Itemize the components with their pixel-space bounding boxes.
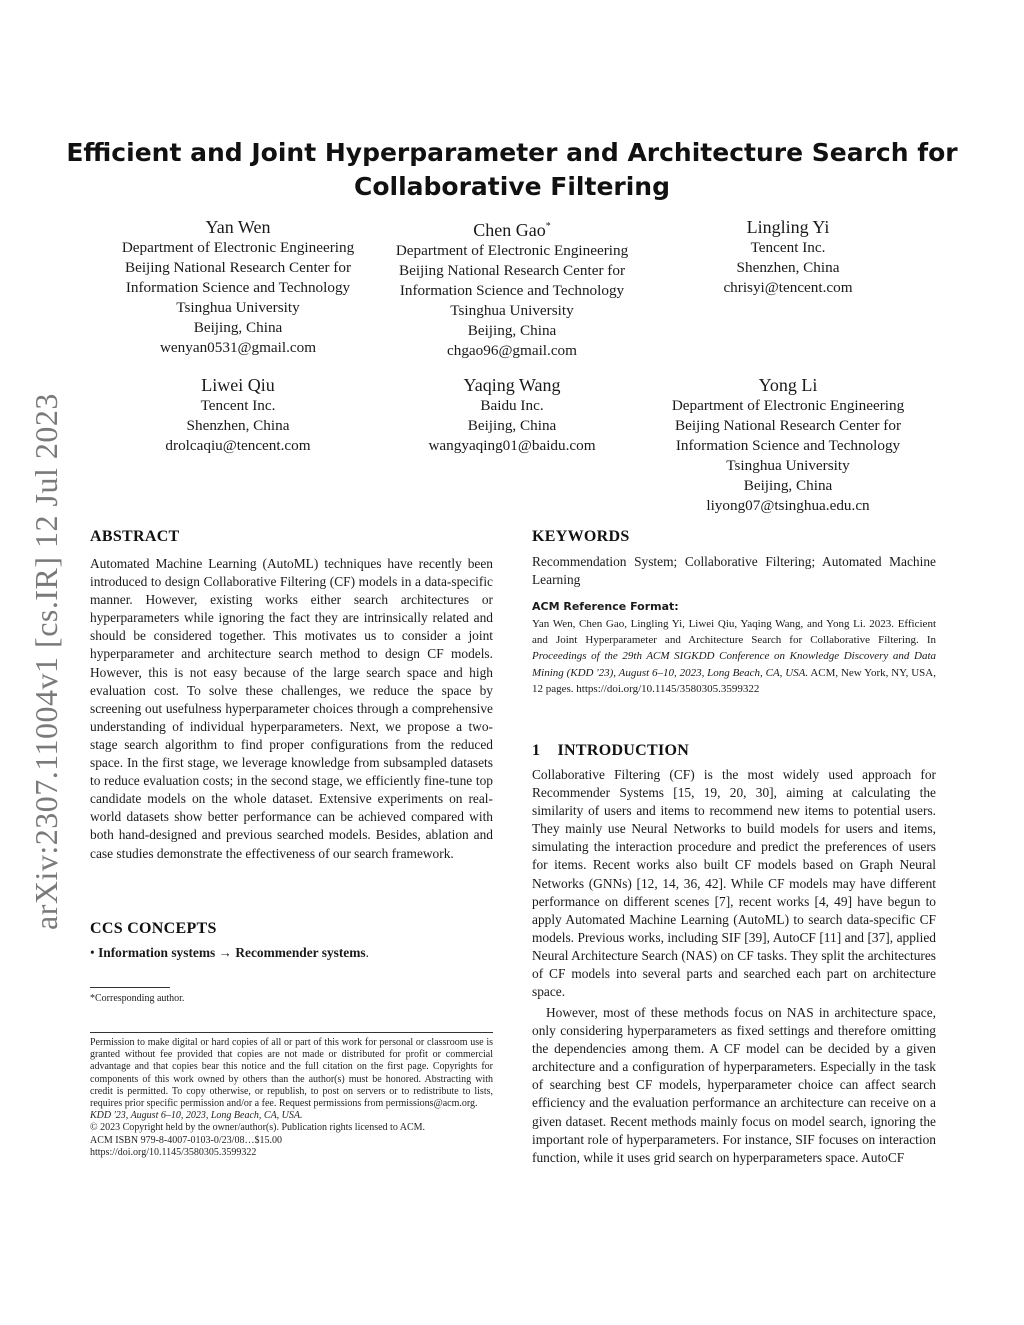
author-name: Liwei Qiu <box>201 375 275 395</box>
ccs-end: . <box>365 945 369 960</box>
footnote-divider <box>90 987 170 988</box>
author-affiliation-line: Beijing, China <box>467 322 557 339</box>
corresponding-footnote: *Corresponding author. <box>90 993 185 1004</box>
permission-block <box>90 1037 493 1159</box>
author-block-4 <box>98 374 378 456</box>
author-affiliation-line: Information Science and Technology <box>125 279 351 296</box>
author-affiliation-line: Beijing National Research Center for <box>398 262 626 279</box>
author-affiliation-line: Beijing, China <box>193 319 283 336</box>
author-email: chgao96@gmail.com <box>447 342 577 359</box>
author-email: drolcaqiu@tencent.com <box>165 437 311 454</box>
author-email: chrisyi@tencent.com <box>723 279 853 296</box>
introduction-heading: 1 INTRODUCTION <box>532 742 690 759</box>
arrow-icon: → <box>218 945 232 960</box>
author-affiliation-line: Department of Electronic Engineering <box>121 239 355 256</box>
author-email: liyong07@tsinghua.edu.cn <box>706 497 870 514</box>
author-email: wenyan0531@gmail.com <box>159 339 317 356</box>
author-affiliation-line: Tencent Inc. <box>200 397 276 414</box>
author-affiliation-line: Department of Electronic Engineering <box>671 397 905 414</box>
author-block-3 <box>648 216 928 298</box>
author-block-6 <box>646 374 930 516</box>
author-affiliation-line: Beijing National Research Center for <box>674 417 902 434</box>
author-affiliation-line: Beijing, China <box>743 477 833 494</box>
author-mark: * <box>545 221 551 232</box>
author-block-5 <box>372 374 652 456</box>
author-affiliation-line: Beijing, China <box>467 417 557 434</box>
ccs-concepts <box>90 944 493 962</box>
ccs-subconcept: Recommender systems <box>235 945 366 960</box>
author-name: Lingling Yi <box>746 217 830 237</box>
author-name: Yan Wen <box>205 217 271 237</box>
author-affiliation-line: Information Science and Technology <box>399 282 625 299</box>
author-affiliation-line: Information Science and Technology <box>675 437 901 454</box>
permission-text: Permission to make digital or hard copies of all or part of this work for personal or classroom use is granted without fee provided that copies are not made or distributed for profit or commercial advantage and that copies bear this notice and the full citation on the first page. Copyrights for components of this work owned by others than the author(s) must be honored. Abstracting with credit is permitted. To copy otherwise, or republish, to post on servers or to redistribute to lists, requires prior specific permission and/or a fee. Request permissions from permissions@acm.org. <box>90 1037 493 1110</box>
keywords-text: Recommendation System; Collaborative Filtering; Automated Machine Learning <box>532 554 936 588</box>
doi-link[interactable]: https://doi.org/10.1145/3580305.3599322 <box>90 1146 257 1158</box>
introduction-paragraph-1: Collaborative Filtering (CF) is the most widely used approach for Recommender Systems [15, 19, 20, 30], aiming at calculating the similarity of users and items to recommend new items to potential users. They mainly use Neural Networks to build models for users and items, simulating the interaction procedure and predict the preferences of users for items. Recent works also built CF models based on Graph Neural Networks (GNNs) [12, 14, 36, 42]. While CF models may have different performance on different scenes [7], recent works [4, 49] have begun to apply Automated Machine Learning (AutoML) to search data-specific CF models. Previous works, including SIF [39], AutoCF [11] and [37], applied Neural Architecture Search (NAS) on CF tasks. They split the architectures of CF models into several parts and searched each part on architecture space. <box>532 767 936 1000</box>
abstract-text: Automated Machine Learning (AutoML) techniques have recently been introduced to design Collaborative Filtering (CF) models in a data-specific manner. However, existing works either search architectures or hyperparameters while ignoring the fact they are intrinsically related and should be considered together. This motivates us to consider a joint hyperparameter and architecture search method to design CF models. However, this is not easy because of the large search space and high evaluation cost. To solve these challenges, we reduce the space by screening out usefulness hyperparameter choices through a comprehensive understanding of individual hyperparameters. Next, we propose a two-stage search algorithm to find proper configurations from the reduced space. In the first stage, we leverage knowledge from subsampled datasets to reduce evaluation costs; in the second stage, we efficiently fine-tune top candidate models on the whole dataset. Extensive experiments on real-world datasets show better performance can be achieved compared with both hand-designed and previous searched models. Besides, ablation and case studies demonstrate the effectiveness of our search framework. <box>90 556 493 861</box>
acm-reference-authors: Yan Wen, Chen Gao, Lingling Yi, Liwei Qiu, Yaqing Wang, and Yong Li. 2023. Efficient and Joint Hyperparameter and Architecture Search for Collaborative Filtering. In <box>532 618 936 647</box>
author-name: Chen Gao <box>473 220 546 240</box>
ccs-heading: CCS CONCEPTS <box>90 920 217 937</box>
author-name: Yaqing Wang <box>463 375 561 395</box>
author-block-1 <box>98 216 378 358</box>
acm-reference-venue: Proceedings of the 29th ACM SIGKDD Conference on Knowledge Discovery and Data Mining (KDD '23), August 6–10, 2023, Long Beach, CA, USA. <box>532 650 936 679</box>
ccs-concept: Information systems <box>98 945 216 960</box>
author-affiliation-line: Tencent Inc. <box>750 239 826 256</box>
author-affiliation-line: Tsinghua University <box>726 457 850 474</box>
keywords-heading: KEYWORDS <box>532 528 630 545</box>
author-affiliation-line: Shenzhen, China <box>736 259 840 276</box>
author-name-line <box>372 216 652 241</box>
author-affiliation-line: Department of Electronic Engineering <box>395 242 629 259</box>
arxiv-identifier: arXiv:2307.11004v1 [cs.IR] 12 Jul 2023 <box>28 393 64 930</box>
author-block-2 <box>372 216 652 361</box>
author-affiliation-line: Beijing National Research Center for <box>124 259 352 276</box>
introduction-paragraph-2: However, most of these methods focus on NAS in architecture space, only considering hyperparameters as fixed settings and therefore omitting the dependencies among them. A CF model can be decided by a given architecture and a configuration of hyperparameters. Especially in the task of searching best CF models, hyperparameter choice can affect search efficiency and the evaluation performance an architecture can receive on a given dataset. Recent methods mainly focus on model search, ignoring the important role of hyperparameters. For instance, SIF focuses on interaction function, while it uses grid search on hyperparameters space. AutoCF <box>532 1005 936 1165</box>
author-name: Yong Li <box>758 375 818 395</box>
acm-reference-tail: ACM, New York, NY, USA, 12 pages. https://doi.org/10.1145/3580305.3599322 <box>532 666 936 695</box>
paper-title: Efficient and Joint Hyperparameter and Architecture Search for Collaborative Filtering <box>66 138 958 201</box>
copyright-line: © 2023 Copyright held by the owner/author(s). Publication rights licensed to ACM. <box>90 1122 426 1134</box>
ccs-bullet: • <box>90 945 95 960</box>
author-affiliation-line: Tsinghua University <box>450 302 574 319</box>
conference-line: KDD '23, August 6–10, 2023, Long Beach, CA, USA. <box>90 1110 303 1122</box>
author-affiliation-line: Shenzhen, China <box>186 417 290 434</box>
acm-reference-text <box>532 616 936 697</box>
author-affiliation-line: Baidu Inc. <box>480 397 544 414</box>
acm-reference-heading: ACM Reference Format: <box>532 600 679 613</box>
permission-divider <box>90 1032 493 1033</box>
isbn-line: ACM ISBN 979-8-4007-0103-0/23/08…$15.00 <box>90 1134 282 1146</box>
author-email: wangyaqing01@baidu.com <box>428 437 596 454</box>
abstract-heading: ABSTRACT <box>90 528 180 545</box>
author-affiliation-line: Tsinghua University <box>176 299 300 316</box>
